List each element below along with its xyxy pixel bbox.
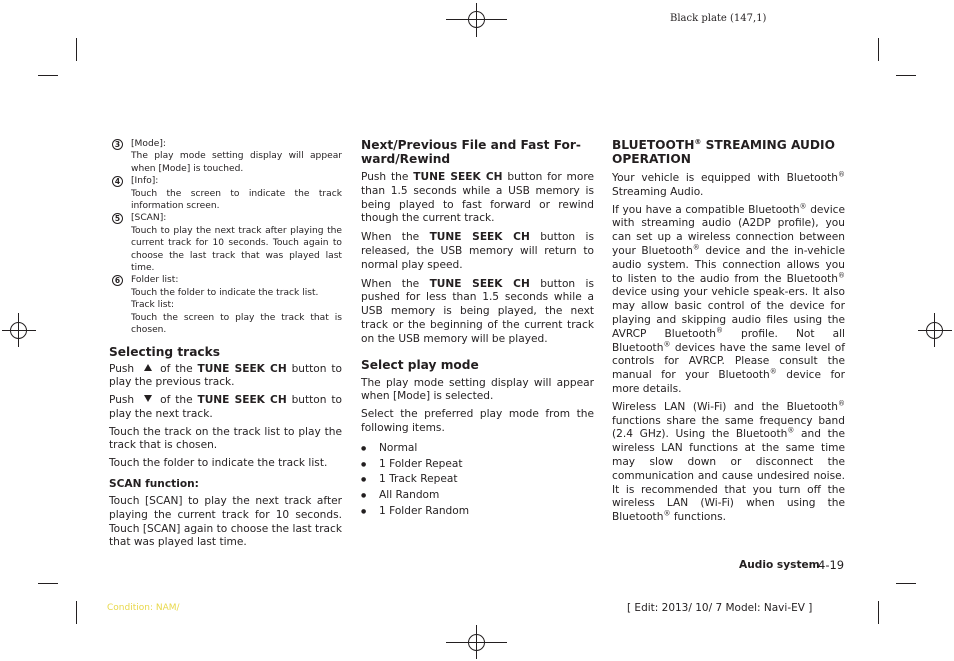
section-heading: Select play mode [361,357,479,372]
paragraph: Push the TUNE SEEK CH button for more than 1.5 seconds while a USB memory is being played to fast forward or rewind though the current track. [361,171,594,225]
paragraph: When the TUNE SEEK CH button is released, the USB memory will return to normal play speed. [361,231,594,271]
condition-label: Condition: NAM/ [107,603,180,613]
page-number: 4-19 [818,558,845,572]
up-arrow-icon [144,364,152,371]
column-right [612,138,845,525]
list-item [109,175,342,212]
callout-number: 3 [112,139,123,150]
column-left [109,138,342,550]
list-item [109,212,342,274]
callout-number: 6 [112,275,123,286]
list-item: ● 1 Folder Repeat [361,457,594,473]
paragraph: Push of the TUNE SEEK CH button to play the previous track. [109,362,342,389]
list-item [109,138,342,175]
item-label: [Info]: [131,176,159,187]
paragraph: Touch the folder to indicate the track list. [109,457,328,470]
edit-info: [ Edit: 2013/ 10/ 7 Model: Navi-EV ] [627,602,813,614]
item-description: Touch the folder to indicate the track list. [131,287,319,298]
section-heading: Selecting tracks [109,344,221,359]
paragraph: If you have a compatible Bluetooth® device with streaming audio (A2DP profile), you can set up a wireless connection between your Bluetooth® device and the in-vehicle audio system. This connection allows you to listen to the audio from the Bluetooth® device using your vehicle speak-ers. It also may allow basic control of the device for playing and skipping audio files using the AVRCP Bluetooth® profile. Not all Bluetooth® devices have the same level of controls for AVRCP. Please consult the manual for your Bluetooth® device for more details. [612,202,846,395]
list-item [109,274,342,336]
section-heading: BLUETOOTH® STREAMING AUDIO OPERATION [612,137,835,166]
item-label: [Mode]: [131,139,166,149]
list-item: ● 1 Folder Random [361,504,594,520]
paragraph: Push of the TUNE SEEK CH button to play the next track. [109,394,342,420]
paragraph: When the TUNE SEEK CH button is pushed for less than 1.5 seconds while a USB memory is being played, the next track or the beginning of the current track on the USB memory will be played. [361,277,594,345]
paragraph: Wireless LAN (Wi-Fi) and the Bluetooth® functions share the same frequency band (2.4 GHz). Using the Bluetooth® and the wireless LAN functions at the same time may slow down or disconnect the communication and cause undesired noise. It is recommended that you turn off the wireless LAN (Wi-Fi) when using the Bluetooth® functions. [612,399,845,524]
list-item: ● All Random [361,488,594,504]
section-heading: Next/Previous File and Fast For-ward/Rewind [361,138,581,166]
item-description: Touch the screen to play the track that is chosen. [131,312,342,336]
callout-number: 4 [112,176,123,187]
paragraph: The play mode setting display will appear when [Mode] is selected. [361,376,594,403]
plate-label: Black plate (147,1) [670,13,767,24]
paragraph: Your vehicle is equipped with Bluetooth® Streaming Audio. [612,170,845,198]
item-label: Track list: [131,300,175,311]
item-description: The play mode setting display will appear when [Mode] is touched. [131,151,342,174]
list-item: ● Normal [361,441,594,457]
item-description: Touch the screen to indicate the track information screen. [131,188,342,212]
section-footer-title: Audio system [739,559,820,571]
item-label: Folder list: [131,275,179,286]
item-description: Touch to play the next track after playing the current track for 10 seconds. Touch again to choose the last track that was played last time. [131,225,342,274]
callout-number: 5 [112,213,123,224]
list-item: ● 1 Track Repeat [361,472,594,488]
column-middle [361,138,594,520]
down-arrow-icon [144,395,152,402]
play-mode-list [361,441,594,520]
paragraph: Touch [SCAN] to play the next track after playing the current track for 10 seconds. Touch [SCAN] again to choose the last track that was played last time. [109,495,342,549]
paragraph: Touch the track on the track list to play the track that is chosen. [109,425,342,452]
subsection-heading: SCAN function: [109,478,199,491]
paragraph: Select the preferred play mode from the following items. [361,408,594,434]
item-label: [SCAN]: [131,213,167,224]
